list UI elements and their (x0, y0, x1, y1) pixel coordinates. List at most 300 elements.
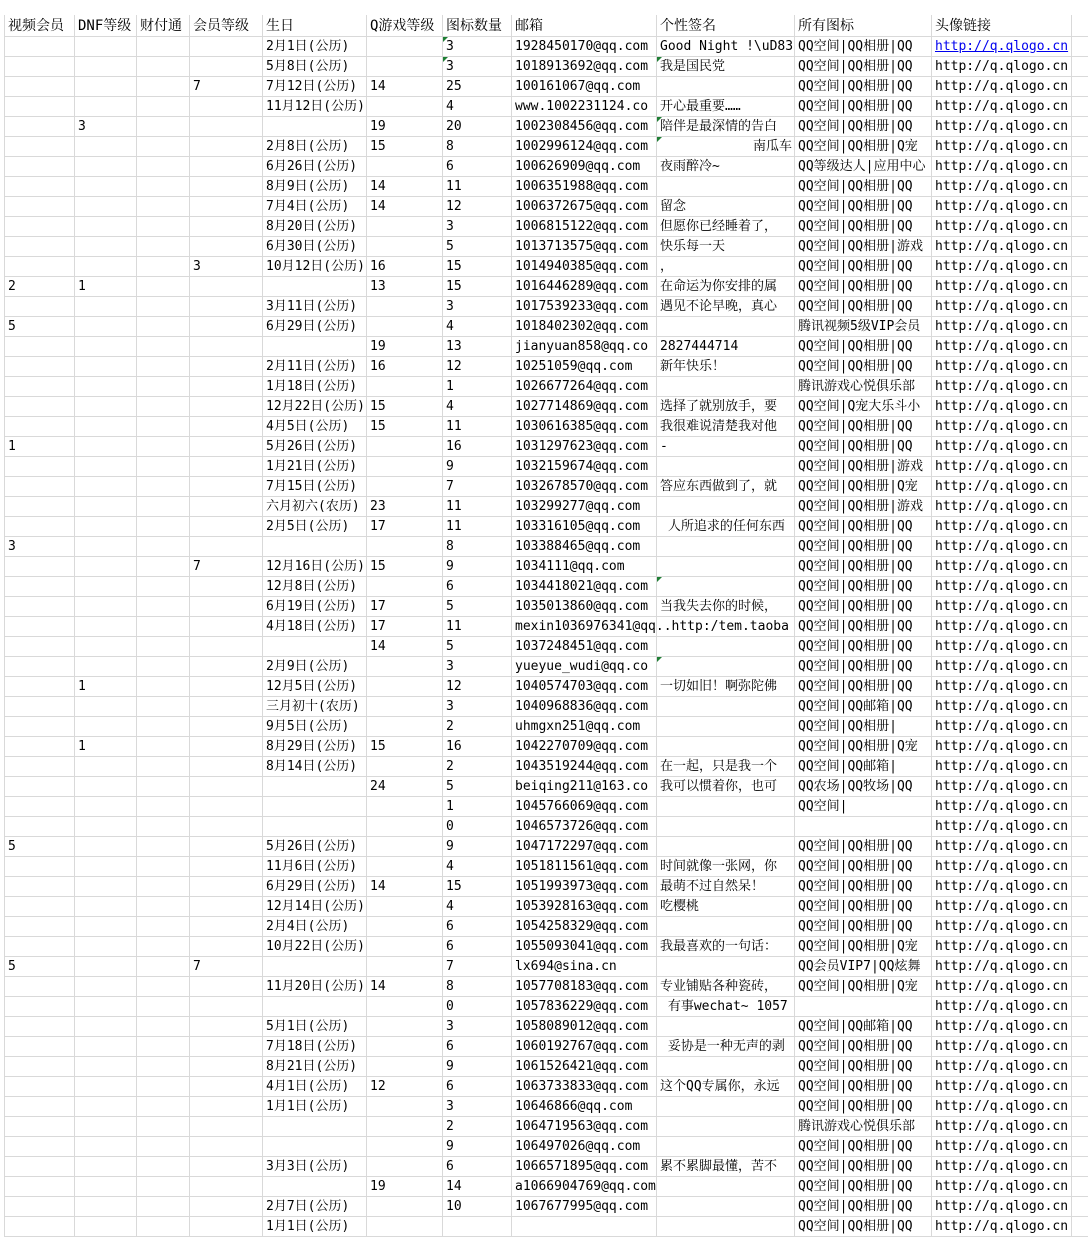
cell-vip-level[interactable] (190, 697, 263, 717)
cell-email[interactable]: 1042270709@qq.com (512, 737, 657, 757)
cell-tenpay[interactable] (137, 1137, 190, 1157)
cell-signature[interactable]: 我是国民党 (657, 57, 795, 77)
cell-all-icons[interactable]: QQ空间|QQ相册|QQ (795, 1037, 932, 1057)
cell-avatar-link[interactable] (932, 37, 1072, 57)
cell-icon-count[interactable]: 1 (443, 797, 512, 817)
cell-birthday[interactable]: 8月20日(公历) (263, 217, 367, 237)
cell-vip-level[interactable] (190, 1117, 263, 1137)
cell-dnf-level[interactable]: 1 (75, 677, 137, 697)
cell-vip-level[interactable] (190, 977, 263, 997)
cell-tenpay[interactable] (137, 1197, 190, 1217)
cell-email[interactable]: 100161067@qq.com (512, 77, 657, 97)
cell-dnf-level[interactable] (75, 977, 137, 997)
cell-dnf-level[interactable] (75, 1217, 137, 1237)
cell-icon-count[interactable]: 9 (443, 557, 512, 577)
cell-vip-level[interactable] (190, 277, 263, 297)
cell-avatar-link[interactable]: http://q.qlogo.cn (932, 77, 1072, 97)
column-header-vip-level[interactable]: 会员等级 (190, 15, 263, 37)
cell-vip-level[interactable] (190, 637, 263, 657)
cell-video-member[interactable] (5, 337, 75, 357)
cell-birthday[interactable]: 7月18日(公历) (263, 1037, 367, 1057)
cell-birthday[interactable] (263, 1177, 367, 1197)
cell-birthday[interactable]: 1月1日(公历) (263, 1217, 367, 1237)
cell-email[interactable]: uhmgxn251@qq.com (512, 717, 657, 737)
cell-icon-count[interactable]: 4 (443, 857, 512, 877)
cell-dnf-level[interactable] (75, 377, 137, 397)
column-header-qgame-level[interactable]: Q游戏等级 (367, 15, 443, 37)
cell-avatar-link[interactable]: http://q.qlogo.cn (932, 117, 1072, 137)
cell-icon-count[interactable]: 6 (443, 577, 512, 597)
cell-video-member[interactable] (5, 497, 75, 517)
cell-email[interactable]: 1016446289@qq.com (512, 277, 657, 297)
cell-dnf-level[interactable] (75, 1037, 137, 1057)
cell-signature[interactable]: Good Night !\uD83 (657, 37, 795, 57)
cell-qgame-level[interactable] (367, 317, 443, 337)
cell-tenpay[interactable] (137, 137, 190, 157)
cell-vip-level[interactable] (190, 437, 263, 457)
cell-email[interactable]: 1032678570@qq.com (512, 477, 657, 497)
cell-tenpay[interactable] (137, 977, 190, 997)
cell-birthday[interactable] (263, 637, 367, 657)
cell-all-icons[interactable]: QQ空间|QQ相册|QQ (795, 1217, 932, 1237)
cell-qgame-level[interactable] (367, 237, 443, 257)
cell-birthday[interactable]: 9月5日(公历) (263, 717, 367, 737)
cell-vip-level[interactable] (190, 517, 263, 537)
cell-signature[interactable] (657, 697, 795, 717)
cell-qgame-level[interactable]: 14 (367, 197, 443, 217)
cell-email[interactable]: 1055093041@qq.com (512, 937, 657, 957)
cell-dnf-level[interactable] (75, 357, 137, 377)
cell-tenpay[interactable] (137, 237, 190, 257)
cell-video-member[interactable] (5, 1177, 75, 1197)
cell-qgame-level[interactable] (367, 97, 443, 117)
cell-vip-level[interactable]: 7 (190, 957, 263, 977)
cell-dnf-level[interactable] (75, 517, 137, 537)
cell-icon-count[interactable]: 0 (443, 997, 512, 1017)
cell-tenpay[interactable] (137, 297, 190, 317)
cell-all-icons[interactable]: QQ空间|QQ相册|游戏 (795, 237, 932, 257)
cell-avatar-link[interactable]: http://q.qlogo.cn (932, 897, 1072, 917)
cell-email[interactable]: www.1002231124.co (512, 97, 657, 117)
cell-all-icons[interactable]: 腾讯游戏心悦俱乐部 (795, 1117, 932, 1137)
cell-video-member[interactable] (5, 377, 75, 397)
cell-icon-count[interactable]: 11 (443, 417, 512, 437)
cell-dnf-level[interactable] (75, 877, 137, 897)
cell-avatar-link[interactable]: http://q.qlogo.cn (932, 777, 1072, 797)
cell-birthday[interactable]: 8月21日(公历) (263, 1057, 367, 1077)
cell-tenpay[interactable] (137, 737, 190, 757)
cell-signature[interactable]: 时间就像一张网，你 (657, 857, 795, 877)
cell-video-member[interactable] (5, 117, 75, 137)
cell-birthday[interactable]: 2月9日(公历) (263, 657, 367, 677)
cell-signature[interactable]: ， (657, 257, 795, 277)
cell-vip-level[interactable] (190, 797, 263, 817)
cell-qgame-level[interactable] (367, 537, 443, 557)
cell-all-icons[interactable]: QQ空间|QQ相册|游戏 (795, 457, 932, 477)
cell-email[interactable]: 1030616385@qq.com (512, 417, 657, 437)
cell-email[interactable]: 1053928163@qq.com (512, 897, 657, 917)
cell-icon-count[interactable]: 4 (443, 317, 512, 337)
cell-all-icons[interactable]: QQ空间|QQ相册|QQ (795, 337, 932, 357)
cell-vip-level[interactable] (190, 237, 263, 257)
cell-qgame-level[interactable]: 16 (367, 357, 443, 377)
cell-video-member[interactable] (5, 1017, 75, 1037)
cell-signature[interactable] (657, 1117, 795, 1137)
cell-avatar-link[interactable]: http://q.qlogo.cn (932, 497, 1072, 517)
cell-birthday[interactable]: 8月9日(公历) (263, 177, 367, 197)
cell-signature[interactable] (657, 1097, 795, 1117)
cell-all-icons[interactable]: QQ空间|QQ相册|QQ (795, 837, 932, 857)
cell-video-member[interactable] (5, 577, 75, 597)
cell-signature[interactable] (657, 917, 795, 937)
cell-tenpay[interactable] (137, 937, 190, 957)
cell-tenpay[interactable] (137, 657, 190, 677)
cell-email[interactable]: 1928450170@qq.com (512, 37, 657, 57)
cell-birthday[interactable] (263, 797, 367, 817)
cell-video-member[interactable] (5, 417, 75, 437)
cell-email[interactable]: 1054258329@qq.com (512, 917, 657, 937)
cell-dnf-level[interactable] (75, 657, 137, 677)
cell-avatar-link[interactable]: http://q.qlogo.cn (932, 157, 1072, 177)
cell-qgame-level[interactable] (367, 957, 443, 977)
cell-birthday[interactable]: 7月12日(公历) (263, 77, 367, 97)
cell-icon-count[interactable]: 2 (443, 717, 512, 737)
cell-icon-count[interactable]: 11 (443, 517, 512, 537)
cell-video-member[interactable] (5, 97, 75, 117)
cell-icon-count[interactable]: 3 (443, 697, 512, 717)
cell-email[interactable]: 103388465@qq.com (512, 537, 657, 557)
cell-video-member[interactable] (5, 137, 75, 157)
cell-birthday[interactable]: 4月5日(公历) (263, 417, 367, 437)
cell-icon-count[interactable]: 7 (443, 477, 512, 497)
cell-email[interactable]: 1002308456@qq.com (512, 117, 657, 137)
cell-icon-count[interactable]: 1 (443, 377, 512, 397)
cell-qgame-level[interactable] (367, 217, 443, 237)
cell-dnf-level[interactable] (75, 297, 137, 317)
cell-all-icons[interactable]: QQ空间|QQ相册|QQ (795, 917, 932, 937)
cell-dnf-level[interactable] (75, 837, 137, 857)
cell-tenpay[interactable] (137, 577, 190, 597)
cell-vip-level[interactable] (190, 1037, 263, 1057)
cell-video-member[interactable] (5, 637, 75, 657)
cell-email[interactable]: 106497026@qq.com (512, 1137, 657, 1157)
cell-qgame-level[interactable]: 19 (367, 1177, 443, 1197)
cell-avatar-link[interactable]: http://q.qlogo.cn (932, 997, 1072, 1017)
cell-icon-count[interactable]: 6 (443, 1037, 512, 1057)
cell-avatar-link[interactable]: http://q.qlogo.cn (932, 257, 1072, 277)
cell-vip-level[interactable] (190, 1017, 263, 1037)
cell-qgame-level[interactable] (367, 817, 443, 837)
cell-icon-count[interactable]: 5 (443, 777, 512, 797)
cell-avatar-link[interactable]: http://q.qlogo.cn (932, 457, 1072, 477)
cell-vip-level[interactable] (190, 577, 263, 597)
cell-tenpay[interactable] (137, 377, 190, 397)
cell-tenpay[interactable] (137, 1077, 190, 1097)
cell-tenpay[interactable] (137, 717, 190, 737)
cell-all-icons[interactable]: QQ空间|QQ相册|QQ (795, 577, 932, 597)
cell-qgame-level[interactable] (367, 437, 443, 457)
cell-qgame-level[interactable]: 14 (367, 977, 443, 997)
cell-birthday[interactable]: 11月12日(公历) (263, 97, 367, 117)
cell-signature[interactable]: 人所追求的任何东西 (657, 517, 795, 537)
cell-video-member[interactable] (5, 917, 75, 937)
cell-vip-level[interactable] (190, 1177, 263, 1197)
cell-all-icons[interactable] (795, 817, 932, 837)
cell-birthday[interactable]: 7月4日(公历) (263, 197, 367, 217)
cell-birthday[interactable]: 5月1日(公历) (263, 1017, 367, 1037)
cell-icon-count[interactable]: 16 (443, 437, 512, 457)
cell-avatar-link[interactable]: http://q.qlogo.cn (932, 417, 1072, 437)
cell-email[interactable]: lx694@sina.cn (512, 957, 657, 977)
cell-birthday[interactable]: 10月22日(公历) (263, 937, 367, 957)
cell-video-member[interactable] (5, 477, 75, 497)
cell-dnf-level[interactable] (75, 1117, 137, 1137)
cell-video-member[interactable] (5, 757, 75, 777)
cell-avatar-link[interactable]: http://q.qlogo.cn (932, 1157, 1072, 1177)
cell-all-icons[interactable]: QQ空间|QQ相册|Q宠 (795, 937, 932, 957)
cell-birthday[interactable] (263, 337, 367, 357)
cell-vip-level[interactable] (190, 817, 263, 837)
cell-vip-level[interactable] (190, 117, 263, 137)
cell-dnf-level[interactable] (75, 637, 137, 657)
cell-video-member[interactable] (5, 997, 75, 1017)
cell-birthday[interactable]: 1月18日(公历) (263, 377, 367, 397)
cell-vip-level[interactable] (190, 677, 263, 697)
cell-video-member[interactable] (5, 1097, 75, 1117)
cell-qgame-level[interactable] (367, 657, 443, 677)
cell-birthday[interactable]: 11月6日(公历) (263, 857, 367, 877)
cell-avatar-link[interactable]: http://q.qlogo.cn (932, 57, 1072, 77)
cell-signature[interactable]: 2827444714 (657, 337, 795, 357)
cell-qgame-level[interactable]: 17 (367, 617, 443, 637)
cell-tenpay[interactable] (137, 97, 190, 117)
cell-email[interactable]: 1017539233@qq.com (512, 297, 657, 317)
cell-birthday[interactable]: 8月14日(公历) (263, 757, 367, 777)
cell-avatar-link[interactable]: http://q.qlogo.cn (932, 1137, 1072, 1157)
cell-video-member[interactable] (5, 977, 75, 997)
cell-dnf-level[interactable] (75, 197, 137, 217)
cell-tenpay[interactable] (137, 837, 190, 857)
cell-vip-level[interactable] (190, 1057, 263, 1077)
cell-tenpay[interactable] (137, 1177, 190, 1197)
cell-video-member[interactable] (5, 897, 75, 917)
cell-all-icons[interactable]: QQ空间|QQ相册|QQ (795, 637, 932, 657)
cell-video-member[interactable] (5, 657, 75, 677)
cell-qgame-level[interactable]: 15 (367, 397, 443, 417)
cell-tenpay[interactable] (137, 1097, 190, 1117)
cell-birthday[interactable]: 2月4日(公历) (263, 917, 367, 937)
column-header-email[interactable]: 邮箱 (512, 15, 657, 37)
cell-all-icons[interactable]: QQ空间|QQ相册|QQ (795, 437, 932, 457)
cell-vip-level[interactable]: 3 (190, 257, 263, 277)
cell-video-member[interactable]: 3 (5, 537, 75, 557)
cell-email[interactable]: beiqing211@163.co (512, 777, 657, 797)
cell-icon-count[interactable]: 3 (443, 57, 512, 77)
cell-vip-level[interactable] (190, 1077, 263, 1097)
cell-signature[interactable]: - (657, 437, 795, 457)
cell-tenpay[interactable] (137, 177, 190, 197)
cell-dnf-level[interactable] (75, 157, 137, 177)
cell-video-member[interactable] (5, 457, 75, 477)
cell-birthday[interactable] (263, 817, 367, 837)
cell-vip-level[interactable] (190, 617, 263, 637)
cell-all-icons[interactable]: QQ空间|QQ相册|QQ (795, 557, 932, 577)
cell-icon-count[interactable]: 9 (443, 1137, 512, 1157)
cell-email[interactable]: 1046573726@qq.com (512, 817, 657, 837)
cell-signature[interactable] (657, 1017, 795, 1037)
cell-video-member[interactable] (5, 797, 75, 817)
cell-icon-count[interactable]: 3 (443, 657, 512, 677)
cell-dnf-level[interactable] (75, 1077, 137, 1097)
cell-avatar-link[interactable]: http://q.qlogo.cn (932, 537, 1072, 557)
cell-dnf-level[interactable] (75, 1097, 137, 1117)
cell-signature[interactable] (657, 657, 795, 677)
cell-dnf-level[interactable] (75, 1157, 137, 1177)
cell-vip-level[interactable] (190, 897, 263, 917)
cell-icon-count[interactable]: 9 (443, 457, 512, 477)
cell-vip-level[interactable] (190, 217, 263, 237)
cell-vip-level[interactable] (190, 417, 263, 437)
cell-birthday[interactable] (263, 957, 367, 977)
cell-avatar-link[interactable]: http://q.qlogo.cn (932, 577, 1072, 597)
cell-video-member[interactable] (5, 777, 75, 797)
cell-email[interactable]: 1045766069@qq.com (512, 797, 657, 817)
cell-signature[interactable] (657, 1137, 795, 1157)
cell-birthday[interactable]: 1月21日(公历) (263, 457, 367, 477)
cell-avatar-link[interactable]: http://q.qlogo.cn (932, 1077, 1072, 1097)
cell-signature[interactable] (657, 537, 795, 557)
cell-birthday[interactable] (263, 537, 367, 557)
cell-email[interactable]: 1027714869@qq.com (512, 397, 657, 417)
cell-video-member[interactable] (5, 157, 75, 177)
cell-signature[interactable] (657, 577, 795, 597)
cell-avatar-link[interactable]: http://q.qlogo.cn (932, 1177, 1072, 1197)
cell-video-member[interactable] (5, 857, 75, 877)
cell-all-icons[interactable]: QQ空间|QQ相册|QQ (795, 857, 932, 877)
cell-dnf-level[interactable] (75, 37, 137, 57)
cell-vip-level[interactable] (190, 877, 263, 897)
cell-icon-count[interactable]: 3 (443, 1097, 512, 1117)
cell-all-icons[interactable]: QQ空间|QQ相册|QQ (795, 37, 932, 57)
cell-birthday[interactable]: 三月初十(农历) (263, 697, 367, 717)
cell-avatar-link[interactable]: http://q.qlogo.cn (932, 757, 1072, 777)
cell-avatar-link[interactable]: http://q.qlogo.cn (932, 797, 1072, 817)
cell-all-icons[interactable]: QQ空间|QQ相册|QQ (795, 1057, 932, 1077)
cell-video-member[interactable] (5, 57, 75, 77)
cell-birthday[interactable] (263, 117, 367, 137)
cell-qgame-level[interactable] (367, 917, 443, 937)
cell-email[interactable]: 100626909@qq.com (512, 157, 657, 177)
cell-vip-level[interactable] (190, 1217, 263, 1237)
cell-avatar-link[interactable]: http://q.qlogo.cn (932, 937, 1072, 957)
cell-signature[interactable] (657, 177, 795, 197)
cell-birthday[interactable]: 2月7日(公历) (263, 1197, 367, 1217)
cell-all-icons[interactable]: QQ空间|QQ相册|Q宠 (795, 977, 932, 997)
cell-dnf-level[interactable] (75, 57, 137, 77)
cell-signature[interactable]: 遇见不论早晚，真心 (657, 297, 795, 317)
cell-all-icons[interactable]: QQ空间|QQ相册|QQ (795, 117, 932, 137)
cell-icon-count[interactable]: 8 (443, 537, 512, 557)
cell-birthday[interactable]: 2月8日(公历) (263, 137, 367, 157)
cell-birthday[interactable] (263, 777, 367, 797)
cell-tenpay[interactable] (137, 897, 190, 917)
cell-signature[interactable]: 快乐每一天 (657, 237, 795, 257)
cell-tenpay[interactable] (137, 617, 190, 637)
cell-all-icons[interactable]: QQ空间|QQ相册|QQ (795, 277, 932, 297)
cell-signature[interactable]: 一切如旧！啊弥陀佛 (657, 677, 795, 697)
cell-icon-count[interactable]: 2 (443, 1117, 512, 1137)
cell-tenpay[interactable] (137, 317, 190, 337)
cell-icon-count[interactable]: 3 (443, 37, 512, 57)
cell-vip-level[interactable] (190, 177, 263, 197)
cell-all-icons[interactable]: 腾讯视频5级VIP会员 (795, 317, 932, 337)
cell-tenpay[interactable] (137, 517, 190, 537)
cell-email[interactable]: 1018402302@qq.com (512, 317, 657, 337)
cell-dnf-level[interactable] (75, 897, 137, 917)
cell-avatar-link[interactable]: http://q.qlogo.cn (932, 857, 1072, 877)
cell-icon-count[interactable]: 4 (443, 97, 512, 117)
cell-icon-count[interactable]: 11 (443, 497, 512, 517)
cell-all-icons[interactable]: QQ空间|QQ相册|QQ (795, 897, 932, 917)
cell-birthday[interactable]: 7月15日(公历) (263, 477, 367, 497)
cell-all-icons[interactable]: QQ空间|QQ相册|游戏 (795, 497, 932, 517)
cell-tenpay[interactable] (137, 337, 190, 357)
cell-dnf-level[interactable] (75, 757, 137, 777)
cell-email[interactable]: mexin1036976341@qq..http:/tem.taoba (512, 617, 657, 637)
cell-video-member[interactable] (5, 1217, 75, 1237)
cell-email[interactable]: 1043519244@qq.com (512, 757, 657, 777)
cell-dnf-level[interactable] (75, 437, 137, 457)
cell-dnf-level[interactable] (75, 497, 137, 517)
cell-icon-count[interactable]: 6 (443, 917, 512, 937)
cell-tenpay[interactable] (137, 817, 190, 837)
cell-birthday[interactable]: 六月初六(农历) (263, 497, 367, 517)
cell-qgame-level[interactable] (367, 37, 443, 57)
cell-dnf-level[interactable] (75, 717, 137, 737)
cell-vip-level[interactable] (190, 337, 263, 357)
cell-dnf-level[interactable] (75, 697, 137, 717)
cell-dnf-level[interactable] (75, 217, 137, 237)
cell-video-member[interactable] (5, 737, 75, 757)
cell-email[interactable]: 1018913692@qq.com (512, 57, 657, 77)
cell-birthday[interactable] (263, 277, 367, 297)
cell-birthday[interactable]: 6月26日(公历) (263, 157, 367, 177)
cell-icon-count[interactable]: 6 (443, 1077, 512, 1097)
cell-avatar-link[interactable]: http://q.qlogo.cn (932, 557, 1072, 577)
cell-vip-level[interactable] (190, 737, 263, 757)
cell-tenpay[interactable] (137, 257, 190, 277)
cell-icon-count[interactable]: 9 (443, 1057, 512, 1077)
cell-tenpay[interactable] (137, 157, 190, 177)
cell-email[interactable]: a1066904769@qq.com (512, 1177, 657, 1197)
cell-signature[interactable] (657, 1057, 795, 1077)
cell-tenpay[interactable] (137, 777, 190, 797)
cell-qgame-level[interactable]: 17 (367, 597, 443, 617)
cell-vip-level[interactable] (190, 717, 263, 737)
cell-signature[interactable] (657, 557, 795, 577)
cell-email[interactable]: 1047172297@qq.com (512, 837, 657, 857)
cell-all-icons[interactable]: QQ空间|QQ相册|QQ (795, 197, 932, 217)
cell-icon-count[interactable]: 7 (443, 957, 512, 977)
cell-signature[interactable] (657, 797, 795, 817)
cell-signature[interactable]: 我很难说清楚我对他 (657, 417, 795, 437)
cell-avatar-link[interactable]: http://q.qlogo.cn (932, 197, 1072, 217)
cell-signature[interactable]: 累不累脚最懂，苦不 (657, 1157, 795, 1177)
cell-birthday[interactable]: 4月1日(公历) (263, 1077, 367, 1097)
cell-all-icons[interactable]: QQ空间|QQ相册|Q宠 (795, 737, 932, 757)
cell-all-icons[interactable]: 腾讯游戏心悦俱乐部 (795, 377, 932, 397)
cell-tenpay[interactable] (137, 1037, 190, 1057)
